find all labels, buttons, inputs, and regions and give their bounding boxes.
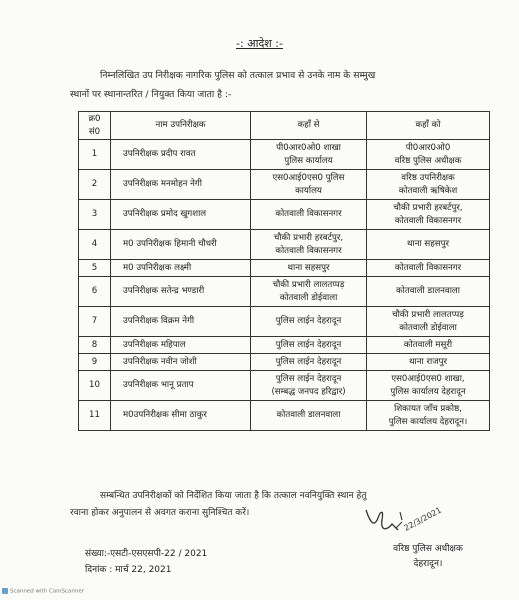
table-row <box>79 354 490 371</box>
to-cell <box>367 401 490 431</box>
to-cell <box>367 230 490 260</box>
name-cell <box>111 371 251 401</box>
serial-cell-line-1: 6 <box>91 286 98 297</box>
to-cell-line-1: चौकी प्रभारी लालतप्पड़ <box>392 310 464 320</box>
header-serial-line-1: क्र0 <box>88 114 101 124</box>
table-header-row <box>79 112 490 140</box>
signatory-block <box>378 542 478 572</box>
table-row <box>79 277 490 307</box>
name-cell-line-1: उपनिरीक्षक नवीन जोशी <box>123 356 197 367</box>
header-serial-line-2: सं0 <box>88 126 101 137</box>
reference-date: दिनांक : मार्च 22, 2021 <box>85 565 172 575</box>
signatory-place: देहरादून। <box>413 559 443 569</box>
serial-cell-line-1: 7 <box>91 316 98 327</box>
name-cell-line-1: उपनिरीक्षक विक्रम नेगी <box>123 316 195 327</box>
from-cell <box>251 401 367 431</box>
from-cell <box>251 260 367 277</box>
from-cell-line-1: पुलिस लाईन देहरादून <box>275 316 342 327</box>
reference-number: संख्या:-एसटी-एसएसपी-22 / 2021 <box>85 549 208 559</box>
from-cell-line-1: पुलिस लाईन देहरादून <box>275 374 342 384</box>
to-cell <box>367 354 490 371</box>
camscanner-icon <box>2 588 8 594</box>
name-cell <box>111 260 251 277</box>
serial-cell-line-1: 2 <box>91 179 98 190</box>
name-cell <box>111 337 251 354</box>
intro-line-2: स्थानों पर स्थानान्तरित / नियुक्त किया जाता है :- <box>70 89 232 100</box>
name-cell <box>111 307 251 337</box>
serial-cell-line-1: 5 <box>91 262 98 273</box>
serial-cell-line-1: 11 <box>89 410 100 421</box>
from-cell-line-2: कोतवाली डोईवाला <box>279 292 338 303</box>
closing-line-1: सम्बन्धित उपनिरीक्षकों को निर्देशित किया जाता है कि तत्काल नवनियुक्ति स्थान हेतु <box>100 491 367 501</box>
to-cell <box>367 170 490 200</box>
from-cell-line-2: कार्यालय <box>295 185 322 196</box>
table-row <box>79 307 490 337</box>
to-cell-line-1: एस0आई0एस0 शाखा, <box>391 374 465 384</box>
serial-cell <box>79 200 111 230</box>
scanner-watermark <box>2 588 84 595</box>
serial-cell <box>79 140 111 170</box>
name-cell <box>111 230 251 260</box>
table-row <box>79 260 490 277</box>
order-heading: -: आदेश :- <box>236 37 283 50</box>
name-cell <box>111 200 251 230</box>
to-cell-line-2: कोतवाली डोईवाला <box>399 322 457 333</box>
to-cell-line-1: वरिष्ठ उपनिरीक्षक <box>401 173 455 183</box>
from-cell <box>251 200 367 230</box>
name-cell-line-1: उपनिरीक्षक सतेन्द्र भण्डारी <box>123 286 205 297</box>
table-row <box>79 401 490 431</box>
name-cell-line-1: उपनिरीक्षक प्रदीप रावत <box>123 149 196 160</box>
from-cell-line-1: पुलिस लाईन देहरादून <box>275 356 342 367</box>
from-cell <box>251 307 367 337</box>
to-cell-line-2: कोतवाली विकासनगर <box>394 215 462 226</box>
from-cell-line-1: चौकी प्रभारी हरबर्टपुर, <box>273 233 344 243</box>
serial-cell-line-1: 1 <box>91 149 98 160</box>
handwritten-signature <box>358 500 448 540</box>
from-cell-line-1: एस0आई0एस0 पुलिस <box>272 173 345 183</box>
from-cell-line-2: (सम्बद्ध जनपद हरिद्वार) <box>271 386 346 397</box>
from-cell-line-1: चौकी प्रभारी लालतप्पड़ <box>272 280 345 290</box>
svg-text:22/3/2021: 22/3/2021 <box>402 505 443 533</box>
from-cell-line-1: थाना सहसपुर <box>287 262 330 273</box>
name-cell-line-1: उपनिरीक्षक मनमोहन नेगी <box>123 179 202 190</box>
name-cell-line-1: म0 उपनिरीक्षक लक्ष्मी <box>123 262 192 273</box>
serial-cell-line-1: 4 <box>91 239 98 250</box>
name-cell-line-1: उपनिरीक्षक महिपाल <box>123 339 186 350</box>
to-cell-line-1: शिकायत जाँच प्रकोष्ठ, <box>394 404 462 414</box>
closing-line-2: रवाना होकर अनुपालन से अवगत कराना सुनिश्चित करें। <box>70 508 250 518</box>
from-cell-line-1: पी0आर0ओ0 शाखा <box>276 143 341 153</box>
name-cell <box>111 277 251 307</box>
to-cell-line-1: पी0आर0ओ0 <box>405 143 451 153</box>
name-cell-line-1: म0उपनिरीक्षक सीमा ठाकुर <box>123 410 207 421</box>
reference-block <box>85 546 207 578</box>
from-cell <box>251 277 367 307</box>
from-cell-line-2: पुलिस कार्यालय <box>284 155 333 166</box>
serial-cell <box>79 371 111 401</box>
from-cell <box>251 371 367 401</box>
header-from: कहाँ से <box>251 112 367 140</box>
header-serial <box>79 112 111 140</box>
from-cell-line-1: पुलिस लाईन देहरादून <box>275 339 342 350</box>
to-cell-line-1: कोतवाली विकासनगर <box>394 262 462 273</box>
from-cell <box>251 354 367 371</box>
serial-cell <box>79 260 111 277</box>
table-row <box>79 140 490 170</box>
to-cell-line-2: वरिष्ठ पुलिस अधीक्षक <box>394 155 462 166</box>
name-cell <box>111 401 251 431</box>
intro-line-1: निम्नलिखित उप निरीक्षक नागरिक पुलिस को तत्काल प्रभाव से उनके नाम के सम्मुख <box>100 70 376 81</box>
name-cell-line-1: उपनिरीक्षक प्रमोद खुगशाल <box>123 209 207 220</box>
to-cell-line-2: कोतवाली ऋषिकेश <box>398 185 458 196</box>
serial-cell <box>79 307 111 337</box>
to-cell-line-1: थाना सहसपुर <box>406 239 450 250</box>
from-cell <box>251 230 367 260</box>
serial-cell-line-1: 8 <box>91 339 98 350</box>
header-name: नाम उपनिरीक्षक <box>111 112 251 140</box>
from-cell <box>251 337 367 354</box>
table-row <box>79 200 490 230</box>
to-cell <box>367 140 490 170</box>
serial-cell <box>79 277 111 307</box>
serial-cell <box>79 354 111 371</box>
table-row <box>79 337 490 354</box>
from-cell <box>251 140 367 170</box>
serial-cell <box>79 230 111 260</box>
from-cell <box>251 170 367 200</box>
to-cell <box>367 260 490 277</box>
to-cell-line-2: पुलिस कार्यालय देहरादून। <box>388 416 468 427</box>
name-cell <box>111 170 251 200</box>
table-row <box>79 371 490 401</box>
serial-cell-line-1: 10 <box>89 380 100 391</box>
from-cell-line-1: कोतवाली विकासनगर <box>275 209 342 220</box>
transfer-table <box>78 111 490 431</box>
serial-cell-line-1: 9 <box>91 356 98 367</box>
to-cell-line-1: थाना राजपुर <box>409 356 447 367</box>
name-cell <box>111 140 251 170</box>
to-cell-line-1: कोतवाली डालनवाला <box>396 286 460 297</box>
signatory-designation: वरिष्ठ पुलिस अधीक्षक <box>393 544 463 554</box>
scanner-watermark-text: Scanned with CamScanner <box>10 588 84 595</box>
serial-cell-line-1: 3 <box>91 209 98 220</box>
serial-cell <box>79 337 111 354</box>
table-row <box>79 170 490 200</box>
to-cell <box>367 371 490 401</box>
name-cell-line-1: म0 उपनिरीक्षक हिमानी चौधरी <box>123 239 217 250</box>
to-cell-line-2: पुलिस कार्यालय देहरादून <box>390 386 466 397</box>
from-cell-line-2: कोतवाली विकासनगर <box>275 245 342 256</box>
header-to: कहाँ को <box>367 112 490 140</box>
to-cell-line-1: चौकी प्रभारी हरबर्टपुर, <box>393 203 463 213</box>
to-cell <box>367 200 490 230</box>
to-cell <box>367 277 490 307</box>
name-cell-line-1: उपनिरीक्षक भानू प्रताप <box>123 380 194 391</box>
serial-cell <box>79 170 111 200</box>
serial-cell <box>79 401 111 431</box>
to-cell-line-1: कोतवाली मसूरी <box>403 339 453 350</box>
from-cell-line-1: कोतवाली डालनवाला <box>276 410 341 421</box>
to-cell <box>367 337 490 354</box>
table-row <box>79 230 490 260</box>
name-cell <box>111 354 251 371</box>
intro-paragraph <box>70 66 490 104</box>
to-cell <box>367 307 490 337</box>
